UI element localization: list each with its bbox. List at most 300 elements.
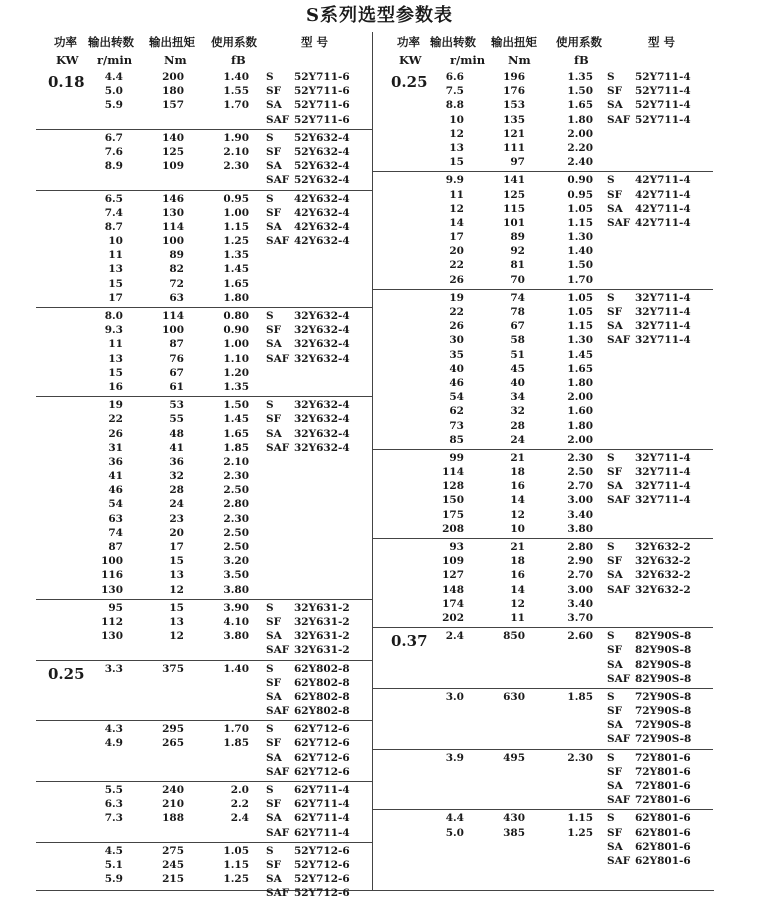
table-row	[36, 784, 372, 798]
power-value: 0.25	[391, 73, 428, 91]
speed-cell: 85	[449, 433, 464, 446]
factor-cell: 4.10	[223, 615, 249, 628]
type-cell: SF	[266, 858, 282, 871]
torque-cell: 215	[162, 873, 184, 886]
model-cell: 42Y711-4	[635, 202, 691, 215]
table-row	[36, 456, 372, 470]
table-row	[373, 231, 713, 245]
header-factor-unit: fB	[574, 53, 589, 67]
type-cell: SA	[266, 338, 282, 351]
table-row	[373, 245, 713, 259]
table-row	[373, 569, 713, 583]
torque-cell: 20	[169, 526, 184, 539]
model-cell: 82Y90S-8	[635, 644, 692, 657]
factor-cell: 2.70	[567, 480, 593, 493]
factor-cell: 1.35	[567, 71, 593, 83]
speed-cell: 30	[449, 334, 464, 347]
table-row	[36, 160, 372, 174]
type-cell: SAF	[607, 216, 631, 229]
table-row	[373, 274, 713, 288]
speed-cell: 8.8	[445, 99, 464, 112]
factor-cell: 3.50	[223, 569, 249, 582]
factor-cell: 1.25	[223, 235, 249, 248]
speed-cell: 46	[449, 376, 464, 389]
torque-cell: 140	[162, 131, 184, 144]
factor-cell: 1.15	[567, 812, 593, 825]
speed-cell: 4.9	[104, 737, 123, 750]
type-cell: SAF	[607, 854, 631, 867]
speed-cell: 7.5	[445, 85, 464, 98]
table-row	[36, 470, 372, 484]
table-row	[36, 132, 372, 146]
speed-cell: 87	[108, 541, 123, 553]
torque-cell: 12	[510, 597, 525, 610]
speed-cell: 2.4	[445, 630, 464, 643]
speed-cell: 15	[449, 156, 464, 169]
power-value: 0.37	[391, 632, 428, 651]
type-cell: SAF	[266, 644, 290, 657]
speed-cell: 3.9	[445, 751, 464, 764]
table-row	[36, 766, 372, 780]
table-row	[36, 691, 372, 705]
factor-cell: 0.95	[567, 188, 593, 201]
model-cell: 62Y711-4	[294, 826, 350, 839]
type-cell: SA	[607, 480, 623, 493]
torque-cell: 61	[169, 380, 184, 393]
model-cell: 62Y712-6	[294, 765, 350, 778]
torque-cell: 114	[162, 310, 184, 322]
model-cell: 32Y711-4	[635, 451, 691, 464]
model-block	[36, 307, 372, 396]
model-cell: 62Y711-4	[294, 784, 350, 796]
factor-cell: 1.00	[223, 338, 249, 351]
table-row	[36, 541, 372, 555]
model-cell: 72Y801-6	[635, 765, 691, 778]
table-row	[36, 174, 372, 188]
factor-cell: 1.50	[567, 259, 593, 272]
model-cell: 42Y711-4	[635, 216, 691, 229]
factor-cell: 2.4	[230, 812, 249, 825]
factor-cell: 1.05	[567, 202, 593, 215]
type-cell: SAF	[607, 334, 631, 347]
model-block	[36, 720, 372, 781]
model-cell: 72Y90S-8	[635, 733, 692, 746]
table-row	[373, 855, 713, 869]
speed-cell: 5.0	[445, 826, 464, 839]
speed-cell: 7.6	[104, 145, 123, 158]
factor-cell: 1.50	[223, 399, 249, 412]
type-cell: SA	[607, 658, 623, 671]
model-cell: 62Y802-8	[294, 676, 350, 689]
torque-cell: 157	[162, 99, 184, 112]
factor-cell: 1.65	[567, 99, 593, 112]
table-row	[36, 723, 372, 737]
model-block	[36, 190, 372, 308]
table-row	[373, 114, 713, 128]
table-row	[373, 812, 713, 826]
torque-cell: 81	[510, 259, 525, 272]
table-row	[373, 719, 713, 733]
type-cell: SAF	[266, 826, 290, 839]
torque-cell: 12	[510, 508, 525, 521]
table-row	[373, 142, 713, 156]
power-group	[36, 69, 372, 660]
model-cell: 52Y712-6	[294, 873, 350, 886]
factor-cell: 1.35	[223, 249, 249, 262]
table-row	[36, 221, 372, 235]
model-cell: 42Y632-4	[294, 235, 350, 248]
model-cell: 82Y90S-8	[635, 630, 692, 643]
torque-cell: 12	[169, 630, 184, 643]
model-cell: 32Y631-2	[294, 630, 350, 643]
table-row	[373, 766, 713, 780]
factor-cell: 1.10	[223, 352, 249, 365]
torque-cell: 82	[169, 263, 184, 276]
type-cell: S	[607, 291, 615, 304]
type-cell: SA	[266, 690, 282, 703]
speed-cell: 54	[108, 498, 123, 511]
model-cell: 32Y632-4	[294, 413, 350, 426]
header-power-unit: KW	[399, 53, 422, 67]
factor-cell: 2.50	[223, 541, 249, 553]
speed-cell: 26	[449, 320, 464, 333]
header-torque-unit: Nm	[508, 53, 531, 67]
table-row	[373, 752, 713, 766]
table-row	[373, 555, 713, 569]
type-cell: SF	[266, 324, 282, 337]
speed-cell: 5.1	[104, 858, 123, 871]
power-groups	[373, 69, 713, 870]
torque-cell: 375	[162, 662, 184, 675]
factor-cell: 1.85	[567, 690, 593, 703]
model-block	[373, 449, 713, 538]
speed-cell: 6.7	[104, 131, 123, 144]
type-cell: S	[266, 399, 274, 412]
type-cell: SF	[266, 676, 282, 689]
factor-cell: 1.55	[223, 85, 249, 98]
factor-cell: 2.60	[567, 630, 593, 643]
torque-cell: 188	[162, 812, 184, 825]
factor-cell: 2.50	[223, 526, 249, 539]
factor-cell: 1.50	[567, 85, 593, 98]
factor-cell: 1.15	[567, 216, 593, 229]
type-cell: SF	[266, 615, 282, 628]
speed-cell: 5.9	[104, 99, 123, 112]
model-cell: 32Y711-4	[635, 320, 691, 333]
model-cell: 32Y632-2	[635, 583, 691, 596]
torque-cell: 630	[503, 690, 525, 703]
factor-cell: 1.15	[223, 220, 249, 233]
factor-cell: 1.05	[567, 291, 593, 304]
model-cell: 52Y711-6	[294, 99, 350, 112]
torque-cell: 245	[162, 858, 184, 871]
model-cell: 62Y711-4	[294, 798, 350, 811]
table-row	[373, 128, 713, 142]
model-block	[373, 171, 713, 289]
torque-cell: 24	[510, 433, 525, 446]
factor-cell: 1.45	[567, 348, 593, 361]
speed-cell: 175	[442, 508, 464, 521]
model-cell: 62Y802-8	[294, 705, 350, 718]
model-cell: 52Y712-6	[294, 858, 350, 871]
torque-cell: 70	[510, 273, 525, 286]
model-cell: 32Y632-2	[635, 569, 691, 582]
header-power-unit: KW	[56, 53, 79, 67]
table-row	[36, 752, 372, 766]
speed-cell: 8.9	[104, 160, 123, 173]
speed-cell: 8.0	[104, 310, 123, 322]
torque-cell: 92	[510, 245, 525, 258]
torque-cell: 430	[503, 812, 525, 825]
table-row	[36, 705, 372, 719]
table-row	[373, 691, 713, 705]
type-cell: SF	[266, 737, 282, 750]
speed-cell: 9.9	[445, 174, 464, 187]
model-cell: 32Y631-2	[294, 615, 350, 628]
model-cell: 62Y802-8	[294, 690, 350, 703]
torque-cell: 21	[510, 451, 525, 464]
torque-cell: 23	[169, 512, 184, 525]
torque-cell: 72	[169, 277, 184, 290]
type-cell: SF	[607, 555, 623, 568]
table-row	[36, 873, 372, 887]
speed-cell: 6.6	[445, 71, 464, 83]
torque-cell: 28	[510, 419, 525, 432]
factor-cell: 2.0	[230, 784, 249, 796]
left-table	[36, 33, 372, 903]
power-value: 0.25	[48, 664, 85, 683]
speed-cell: 12	[449, 127, 464, 140]
torque-cell: 111	[503, 141, 525, 154]
factor-cell: 1.40	[223, 71, 249, 83]
table-row	[36, 292, 372, 306]
factor-cell: 1.70	[567, 273, 593, 286]
torque-cell: 125	[503, 188, 525, 201]
speed-cell: 7.4	[104, 206, 123, 219]
type-cell: SAF	[266, 352, 290, 365]
model-block	[36, 599, 372, 660]
speed-cell: 26	[108, 427, 123, 440]
torque-cell: 28	[169, 484, 184, 497]
model-cell: 52Y632-4	[294, 145, 350, 158]
type-cell: SAF	[607, 494, 631, 507]
speed-cell: 4.3	[104, 723, 123, 736]
factor-cell: 1.85	[223, 737, 249, 750]
model-cell: 52Y711-6	[294, 85, 350, 98]
model-cell: 32Y711-4	[635, 480, 691, 493]
type-cell: SA	[266, 751, 282, 764]
speed-cell: 41	[108, 470, 123, 483]
model-block	[373, 688, 713, 749]
speed-cell: 74	[108, 526, 123, 539]
table-row	[36, 85, 372, 99]
model-cell: 32Y632-4	[294, 310, 350, 322]
factor-cell: 3.00	[567, 494, 593, 507]
table-row	[36, 859, 372, 873]
header-torque: 输出扭矩	[149, 35, 195, 49]
speed-cell: 95	[108, 601, 123, 614]
model-cell: 32Y711-4	[635, 306, 691, 318]
table-row	[373, 509, 713, 523]
torque-cell: 114	[162, 220, 184, 233]
table-row	[373, 189, 713, 203]
factor-cell: 1.05	[567, 306, 593, 318]
factor-cell: 3.70	[567, 611, 593, 624]
torque-cell: 125	[162, 145, 184, 158]
table-row	[36, 677, 372, 691]
table-row	[373, 541, 713, 555]
speed-cell: 5.9	[104, 873, 123, 886]
model-block	[373, 69, 713, 171]
factor-cell: 0.90	[567, 174, 593, 187]
table-row	[36, 263, 372, 277]
factor-cell: 2.70	[567, 569, 593, 582]
model-cell: 42Y711-4	[635, 188, 691, 201]
table-row	[36, 887, 372, 901]
table-row	[373, 306, 713, 320]
type-cell: SF	[607, 85, 623, 98]
type-cell: SAF	[607, 583, 631, 596]
header-factor-unit: fB	[231, 53, 246, 67]
table-row	[373, 841, 713, 855]
type-cell: S	[266, 784, 274, 796]
torque-cell: 51	[510, 348, 525, 361]
model-cell: 32Y632-2	[635, 555, 691, 568]
table-row	[373, 705, 713, 719]
torque-cell: 89	[510, 231, 525, 244]
factor-cell: 1.80	[567, 113, 593, 126]
type-cell: S	[266, 662, 274, 675]
torque-cell: 115	[503, 202, 525, 215]
header-model: 型 号	[648, 35, 676, 49]
model-cell: 62Y801-6	[635, 812, 691, 825]
type-cell: SA	[607, 320, 623, 333]
torque-cell: 109	[162, 160, 184, 173]
type-cell: SAF	[266, 705, 290, 718]
speed-cell: 6.3	[104, 798, 123, 811]
model-cell: 62Y712-6	[294, 751, 350, 764]
model-cell: 32Y632-4	[294, 352, 350, 365]
table-row	[373, 363, 713, 377]
torque-cell: 10	[510, 522, 525, 535]
torque-cell: 130	[162, 206, 184, 219]
model-cell: 62Y801-6	[635, 840, 691, 853]
speed-cell: 22	[108, 413, 123, 426]
model-cell: 32Y631-2	[294, 601, 350, 614]
table-row	[36, 249, 372, 263]
speed-cell: 13	[108, 263, 123, 276]
table-row	[373, 523, 713, 537]
power-groups	[36, 69, 372, 903]
model-cell: 72Y90S-8	[635, 690, 692, 703]
model-cell: 82Y90S-8	[635, 658, 692, 671]
type-cell: SF	[266, 206, 282, 219]
speed-cell: 73	[449, 419, 464, 432]
model-cell: 72Y801-6	[635, 794, 691, 807]
torque-cell: 121	[503, 127, 525, 140]
model-block	[36, 781, 372, 842]
type-cell: SAF	[607, 794, 631, 807]
model-cell: 72Y801-6	[635, 751, 691, 764]
factor-cell: 1.15	[223, 858, 249, 871]
speed-cell: 100	[101, 555, 123, 568]
factor-cell: 1.90	[223, 131, 249, 144]
table-row	[373, 377, 713, 391]
speed-cell: 13	[449, 141, 464, 154]
table-row	[373, 85, 713, 99]
factor-cell: 3.00	[567, 583, 593, 596]
model-cell: 52Y632-4	[294, 131, 350, 144]
model-block	[36, 842, 372, 903]
factor-cell: 3.40	[567, 597, 593, 610]
table-row	[373, 405, 713, 419]
type-cell: SA	[266, 873, 282, 886]
factor-cell: 1.60	[567, 405, 593, 418]
speed-cell: 19	[108, 399, 123, 412]
torque-cell: 74	[510, 291, 525, 304]
type-cell: SA	[607, 569, 623, 582]
type-cell: SAF	[607, 733, 631, 746]
power-group	[373, 69, 713, 627]
speed-cell: 130	[101, 583, 123, 596]
torque-cell: 11	[510, 611, 525, 624]
table-row	[36, 367, 372, 381]
table-row	[373, 203, 713, 217]
speed-cell: 109	[442, 555, 464, 568]
speed-cell: 5.5	[104, 784, 123, 796]
table-row	[373, 673, 713, 687]
header-factor: 使用系数	[211, 35, 257, 49]
factor-cell: 2.30	[567, 751, 593, 764]
type-cell: S	[266, 310, 274, 322]
speed-cell: 15	[108, 366, 123, 379]
type-cell: S	[266, 192, 274, 205]
torque-cell: 240	[162, 784, 184, 796]
speed-cell: 14	[449, 216, 464, 229]
speed-cell: 127	[442, 569, 464, 582]
speed-cell: 63	[108, 512, 123, 525]
table-row	[36, 381, 372, 395]
table-row	[373, 494, 713, 508]
speed-cell: 11	[449, 188, 464, 201]
factor-cell: 3.90	[223, 601, 249, 614]
speed-cell: 31	[108, 441, 123, 454]
speed-cell: 150	[442, 494, 464, 507]
speed-cell: 17	[449, 231, 464, 244]
speed-cell: 9.3	[104, 324, 123, 337]
factor-cell: 1.05	[223, 844, 249, 857]
factor-cell: 2.80	[223, 498, 249, 511]
table-row	[373, 174, 713, 188]
speed-cell: 4.5	[104, 844, 123, 857]
torque-cell: 495	[503, 751, 525, 764]
model-cell: 32Y631-2	[294, 644, 350, 657]
type-cell: SF	[266, 413, 282, 426]
model-cell: 32Y711-4	[635, 334, 691, 347]
table-row	[373, 420, 713, 434]
table-row	[36, 207, 372, 221]
type-cell: SA	[266, 427, 282, 440]
speed-cell: 36	[108, 455, 123, 468]
header-speed-unit: r/min	[450, 53, 486, 67]
type-cell: S	[266, 71, 274, 83]
table-row	[36, 513, 372, 527]
factor-cell: 2.50	[567, 466, 593, 479]
header-speed: 输出转数	[88, 35, 134, 49]
type-cell: SF	[607, 644, 623, 657]
type-cell: SA	[266, 99, 282, 112]
header-power: 功率	[54, 35, 77, 49]
